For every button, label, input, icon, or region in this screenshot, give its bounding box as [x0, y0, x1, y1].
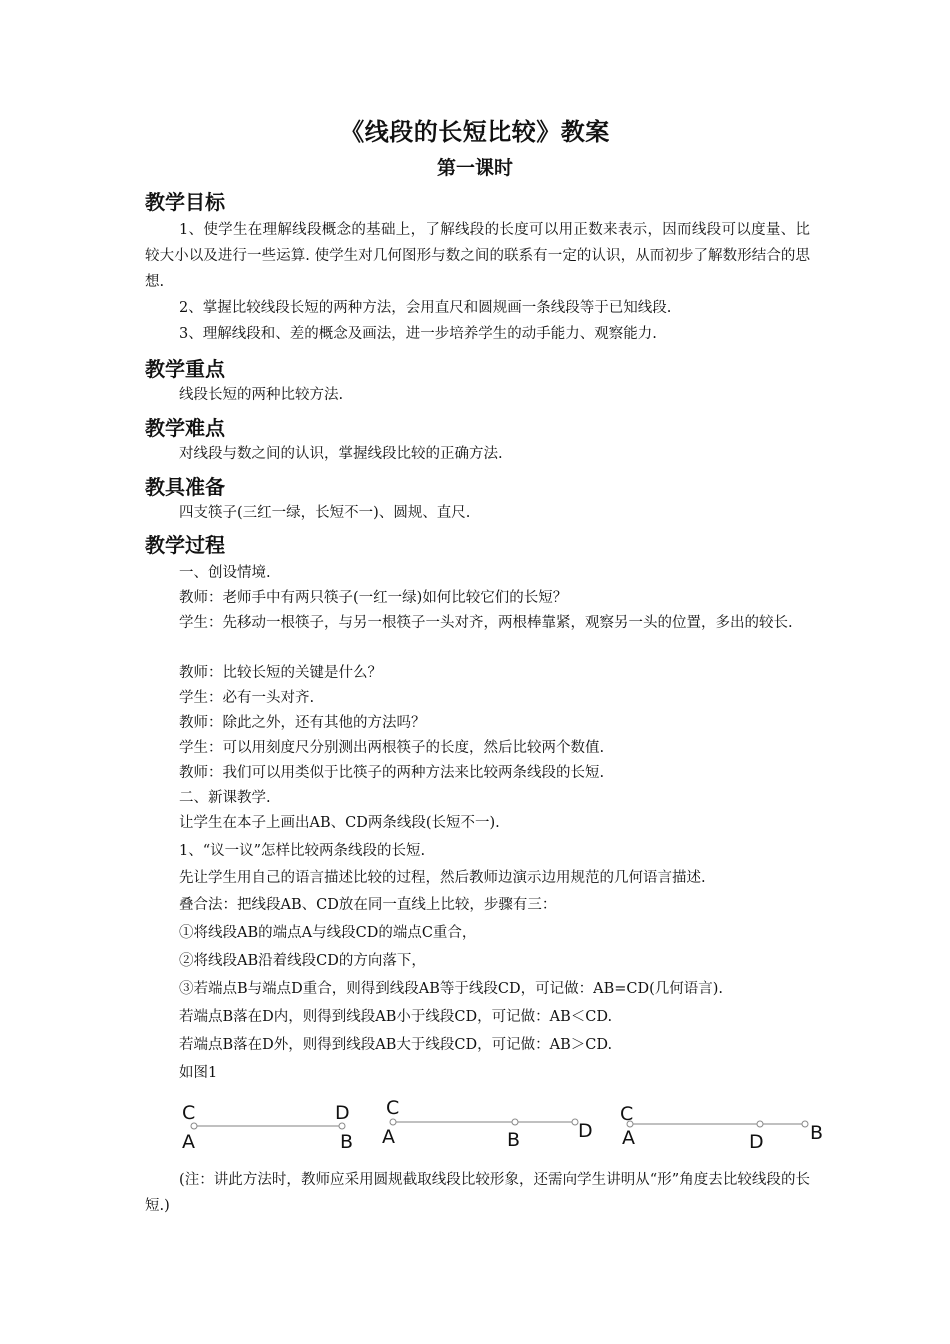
process-line: 二、新课教学.	[179, 790, 271, 806]
process-line: 学生：可以用刻度尺分别测出两根筷子的长度，然后比较两个数值.	[179, 740, 605, 756]
figure-1-segment-comparison	[170, 1096, 840, 1156]
label-b: B	[810, 1122, 824, 1144]
goal-item-1: 1、使学生在理解线段概念的基础上，了解线段的长度可以用正数来表示，因而线段可以度量、比较大小以及进行一些运算. 使学生对几何图形与数之间的联系有一定的认识，从而初步了解数形结合的思想.	[145, 222, 810, 290]
process-line: 若端点B落在D内，则得到线段AB小于线段CD，可记做：AB＜CD.	[179, 1009, 613, 1025]
goal-item-3: 3、理解线段和、差的概念及画法，进一步培养学生的动手能力、观察能力.	[179, 326, 657, 342]
process-line: 让学生在本子上画出AB、CD两条线段(长短不一).	[179, 815, 500, 831]
process-line: 若端点B落在D外，则得到线段AB大于线段CD，可记做：AB＞CD.	[179, 1037, 613, 1053]
process-line: 教师：比较长短的关键是什么？	[179, 665, 382, 681]
label-a: A	[382, 1126, 395, 1148]
label-b: B	[340, 1131, 354, 1153]
label-c: C	[182, 1102, 196, 1124]
endpoint-dot	[512, 1119, 518, 1125]
process-line: 如图1	[179, 1065, 218, 1081]
document-subtitle: 第一课时	[436, 157, 513, 179]
label-c: C	[386, 1097, 400, 1119]
process-line: 1、“议一议”怎样比较两条线段的长短.	[179, 843, 426, 859]
process-line: 学生：先移动一根筷子，与另一根筷子一头对齐，两根棒靠紧，观察另一头的位置，多出的较长.	[179, 615, 793, 631]
document-title: 《线段的长短比较》教案	[340, 118, 610, 146]
heading-tools: 教具准备	[145, 475, 225, 499]
process-line: ①将线段AB的端点A与线段CD的端点C重合，	[179, 925, 477, 941]
goal-item-2: 2、掌握比较线段长短的两种方法，会用直尺和圆规画一条线段等于已知线段.	[179, 300, 672, 316]
label-a: A	[622, 1127, 635, 1149]
process-line: ③若端点B与端点D重合，则得到线段AB等于线段CD，可记做：AB=CD(几何语言).	[179, 981, 724, 997]
heading-key-points: 教学重点	[145, 357, 225, 381]
endpoint-dot	[390, 1119, 396, 1125]
label-a: A	[182, 1131, 195, 1153]
endpoint-dot	[802, 1121, 808, 1127]
teaching-note: (注：讲此方法时，教师应采用圆规截取线段比较形象，还需向学生讲明从“形”角度去比较线段的长短.)	[145, 1172, 810, 1214]
label-d: D	[578, 1120, 593, 1142]
label-d: D	[335, 1102, 350, 1124]
process-line: 先让学生用自己的语言描述比较的过程，然后教师边演示边用规范的几何语言描述.	[179, 870, 706, 886]
process-line: 教师：我们可以用类似于比筷子的两种方法来比较两条线段的长短.	[179, 765, 605, 781]
process-line: 学生：必有一头对齐.	[179, 690, 315, 706]
heading-process: 教学过程	[145, 533, 225, 557]
label-c: C	[620, 1103, 634, 1125]
heading-goals: 教学目标	[145, 190, 225, 214]
process-line: 教师：老师手中有两只筷子(一红一绿)如何比较它们的长短？	[179, 590, 568, 606]
difficulty-text: 对线段与数之间的认识，掌握线段比较的正确方法.	[179, 446, 503, 462]
process-line: 一、创设情境.	[179, 565, 271, 581]
tools-text: 四支筷子(三红一绿，长短不一)、圆规、直尺.	[179, 505, 471, 521]
process-line: 教师：除此之外，还有其他的方法吗？	[179, 715, 426, 731]
label-b: B	[507, 1129, 521, 1151]
process-line: ②将线段AB沿着线段CD的方向落下，	[179, 953, 426, 969]
endpoint-dot	[757, 1121, 763, 1127]
process-line: 叠合法：把线段AB、CD放在同一直线上比较，步骤有三：	[179, 897, 557, 913]
label-d: D	[749, 1131, 764, 1153]
heading-difficulty: 教学难点	[145, 416, 225, 440]
key-points-text: 线段长短的两种比较方法.	[179, 387, 344, 403]
